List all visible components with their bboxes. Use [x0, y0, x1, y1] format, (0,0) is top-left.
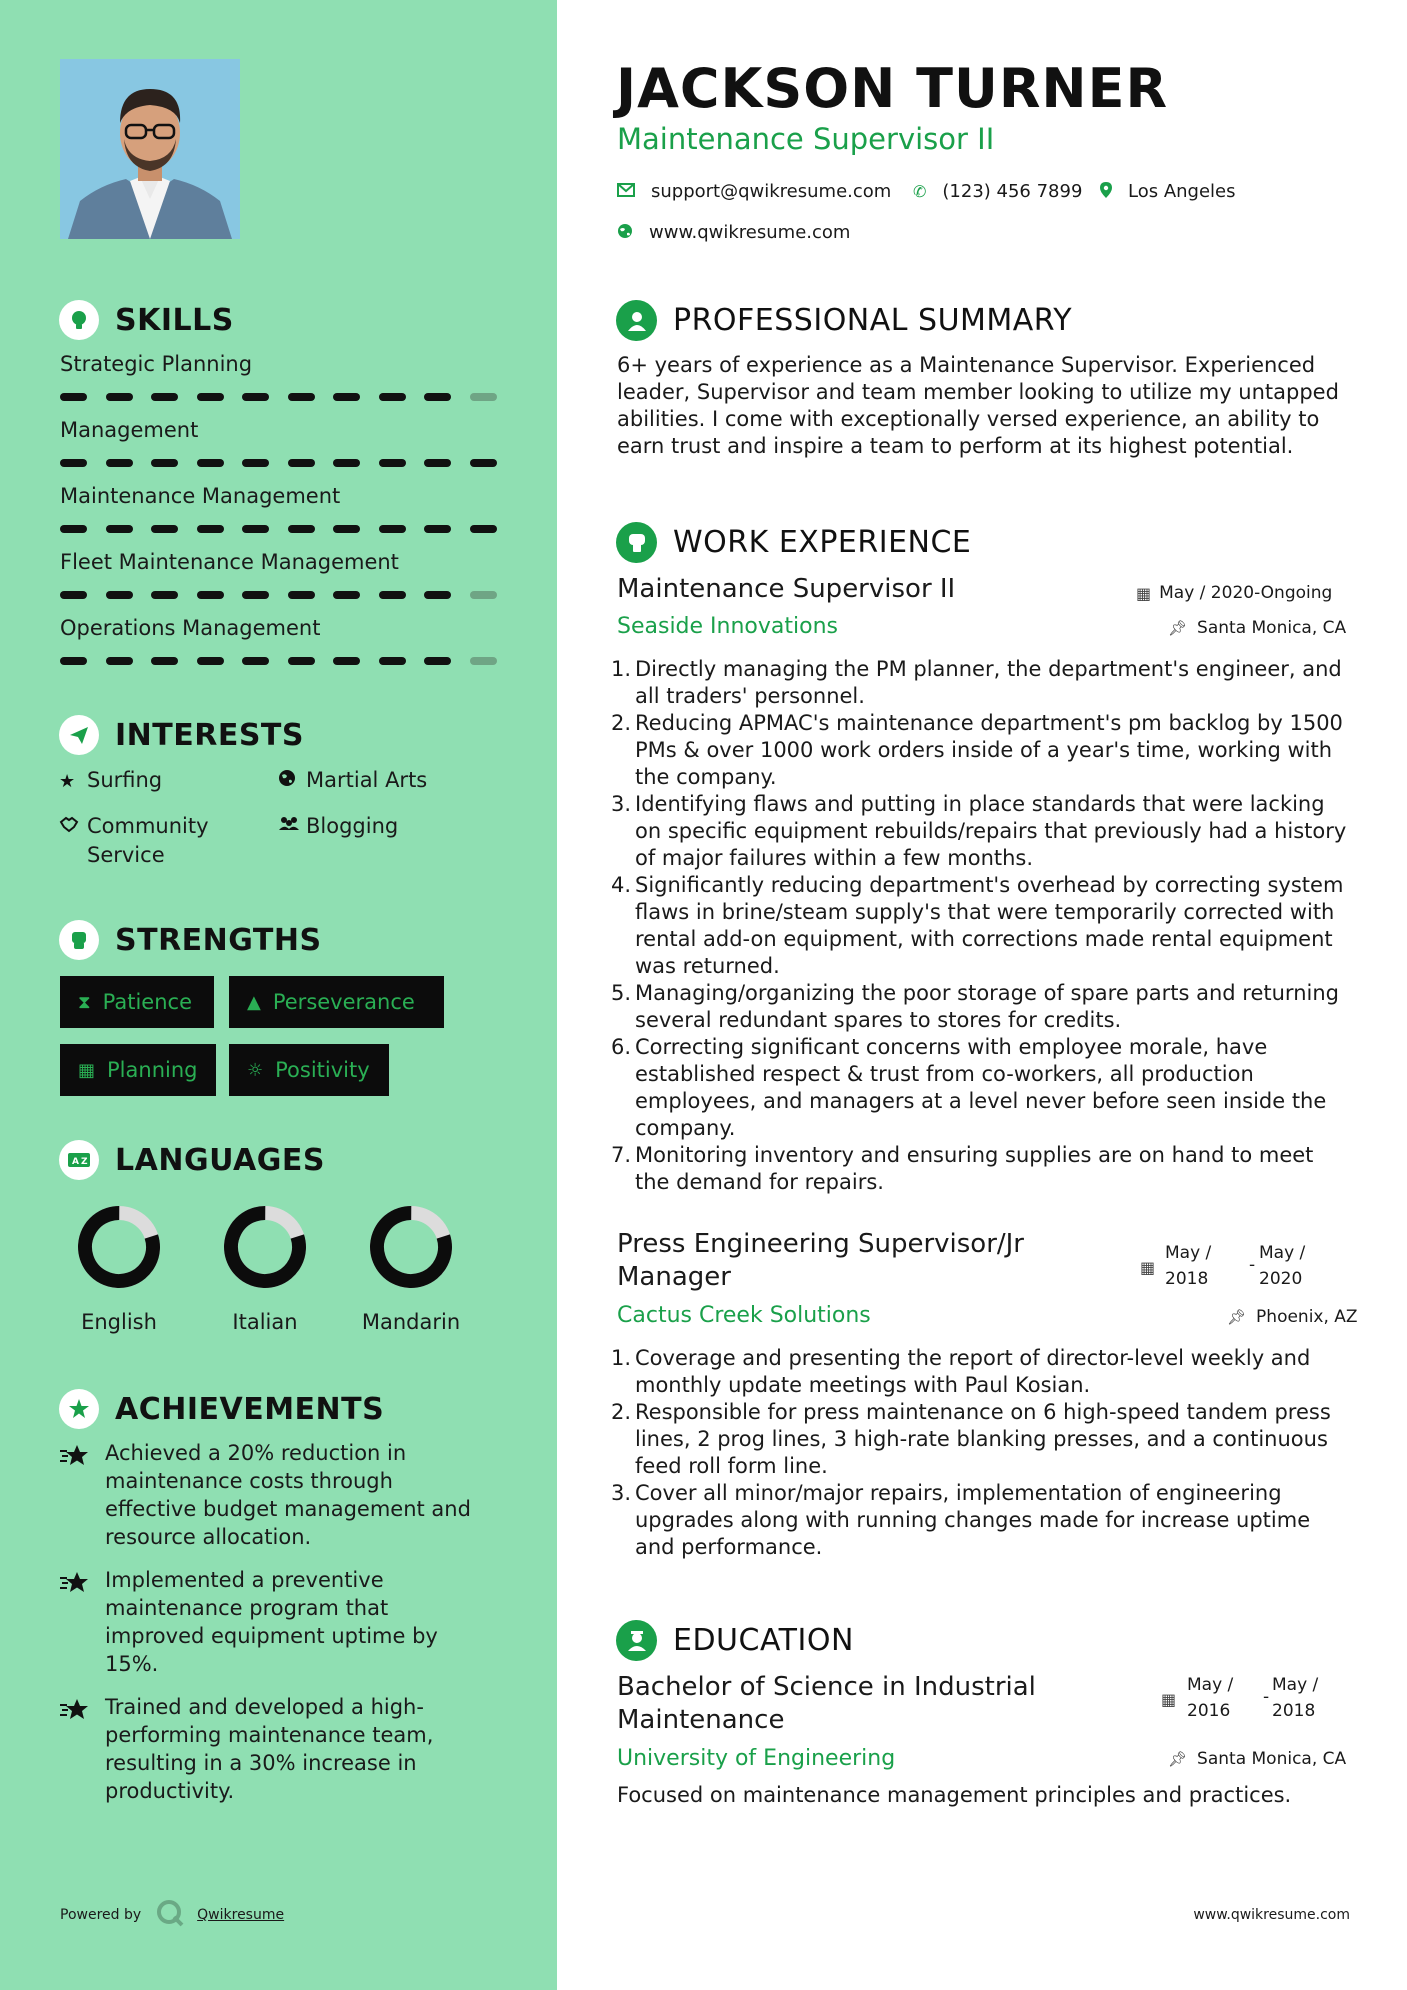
summary-text: 6+ years of experience as a Maintenance Supervisor. Experienced leader, Supervisor and team member looking to utilize my untapped abilities. I come with exceptionally versed experience, an ability to earn trust and inspire a team to perform at its highest potential.: [617, 353, 1339, 458]
interests-heading: [59, 715, 304, 755]
skill-dash: [470, 459, 497, 467]
candidate-name: JACKSON TURNER: [616, 57, 1169, 120]
strengths-heading: [59, 920, 322, 960]
achievements-title: ACHIEVEMENTS: [115, 1391, 385, 1427]
skill-dash: [288, 591, 315, 599]
skill-item: [60, 616, 500, 640]
education-date-end: May / 2018: [1272, 1675, 1319, 1721]
interest-label: Surfing: [87, 768, 163, 792]
summary-title: PROFESSIONAL SUMMARY: [673, 303, 1073, 338]
calendar-icon: ▦: [1161, 1690, 1177, 1709]
skill-dash: [242, 393, 269, 401]
globe-icon: [278, 767, 306, 796]
interest-item: [278, 766, 498, 796]
education-text: Focused on maintenance management principles and practices.: [617, 1783, 1292, 1807]
svg-text:Z: Z: [81, 1157, 88, 1167]
languages-title: LANGUAGES: [115, 1142, 325, 1178]
language-ring-fill: [76, 1204, 162, 1290]
interest-item: [59, 812, 249, 870]
contact-website[interactable]: [617, 222, 850, 243]
skill-dash: [151, 459, 178, 467]
pin-icon: 📌︎: [1168, 619, 1188, 637]
skill-dash: [379, 657, 406, 665]
strength-label: Planning: [107, 1058, 198, 1082]
graduate-icon: [616, 1620, 657, 1661]
svg-text:A: A: [72, 1157, 79, 1167]
language-item: [215, 1204, 315, 1334]
job-date: [1136, 583, 1332, 603]
phone-text: (123) 456 7899: [942, 181, 1083, 202]
strength-tag: [229, 1044, 389, 1096]
skill-dash: [106, 459, 133, 467]
skill-dash: [333, 525, 360, 533]
skills-title: SKILLS: [115, 302, 234, 338]
skill-dash: [379, 393, 406, 401]
job-location: [1168, 618, 1346, 638]
contact-email[interactable]: [617, 181, 891, 202]
skill-dash: [151, 525, 178, 533]
star-icon: [59, 1443, 105, 1473]
language-name: Italian: [232, 1310, 298, 1334]
skill-name: Management: [60, 418, 199, 442]
job-date-start: May / 2018: [1165, 1243, 1212, 1289]
skill-dash: [197, 393, 224, 401]
interests-title: INTERESTS: [115, 717, 304, 753]
skill-name: Strategic Planning: [60, 352, 253, 376]
profile-photo: [60, 59, 240, 239]
footer-website[interactable]: www.qwikresume.com: [1193, 1907, 1350, 1923]
job-duties-list: [611, 656, 1351, 1196]
skill-dash: [424, 459, 451, 467]
job-location-text: Phoenix, AZ: [1256, 1307, 1358, 1327]
skill-item: [60, 484, 500, 508]
skill-dash: [424, 525, 451, 533]
skill-dash: [424, 657, 451, 665]
summary-heading: [616, 300, 1072, 341]
skill-dash: [151, 591, 178, 599]
job-date-text: May / 2020-Ongoing: [1159, 583, 1333, 603]
sun-icon: ☼: [247, 1059, 264, 1081]
strength-label: Patience: [102, 990, 192, 1014]
skill-dash: [60, 459, 87, 467]
contact-phone[interactable]: [913, 181, 1082, 202]
experience-heading: [616, 522, 971, 563]
duty-item: 4. Significantly reducing department's overhead by correcting system flaws in brine/steam supply's that were temporarily corrected with rental add-on equipment, with corrections made rental equipment was returned.: [611, 873, 1344, 978]
job-title: Maintenance Supervisor II: [617, 574, 956, 604]
skill-dash: [288, 525, 315, 533]
fist-icon: [59, 920, 99, 960]
skill-dash: [288, 657, 315, 665]
briefcase-icon: [616, 522, 657, 563]
languages-heading: [59, 1140, 325, 1180]
skill-dash: [197, 657, 224, 665]
language-item: [69, 1204, 169, 1334]
strength-tag: [60, 976, 214, 1028]
language-item: [361, 1204, 461, 1334]
skill-level-bar: [60, 525, 500, 533]
skill-dash: [288, 393, 315, 401]
phone-icon: ✆: [913, 182, 927, 201]
education-date-icon-wrap: [1161, 1690, 1184, 1709]
skill-dash: [197, 525, 224, 533]
qwikresume-link[interactable]: Qwikresume: [197, 1907, 285, 1923]
education-degree: Bachelor of Science in Industrial Maintenance: [617, 1672, 1036, 1735]
skill-dash: [60, 525, 87, 533]
skill-dash: [60, 393, 87, 401]
skill-dash: [333, 459, 360, 467]
skill-dash: [333, 591, 360, 599]
skill-dash: [379, 525, 406, 533]
interest-label: Martial Arts: [306, 768, 428, 792]
education-date-start: May / 2016: [1187, 1675, 1234, 1721]
achievements-heading: [59, 1389, 384, 1429]
strength-tag: [229, 976, 444, 1028]
map-marker-icon: [1100, 182, 1112, 202]
education-heading: [616, 1620, 854, 1661]
skill-level-bar: [60, 657, 500, 665]
skill-dash: [424, 393, 451, 401]
skill-dash: [60, 591, 87, 599]
job-date-sep: -: [1249, 1255, 1256, 1275]
skill-dash: [424, 591, 451, 599]
skill-dash: [470, 525, 497, 533]
job-company: Cactus Creek Solutions: [617, 1303, 871, 1328]
users-icon: [278, 813, 306, 842]
skill-dash: [151, 393, 178, 401]
language-icon: [59, 1140, 99, 1180]
sidebar: [0, 0, 557, 1990]
strength-tag: [60, 1044, 216, 1096]
skill-dash: [197, 459, 224, 467]
paper-plane-icon: [59, 715, 99, 755]
language-name: English: [81, 1310, 157, 1334]
strength-label: Perseverance: [272, 990, 415, 1014]
user-icon: [616, 300, 657, 341]
job-company: Seaside Innovations: [617, 614, 838, 639]
skill-dash: [470, 591, 497, 599]
duty-item: 1. Coverage and presenting the report of director-level weekly and monthly update meetings with Paul Kosian.: [611, 1346, 1311, 1397]
language-name: Mandarin: [361, 1310, 461, 1334]
duty-item: 6. Correcting significant concerns with employee morale, have established respect & trust from co-workers, all production employees, and managers at a level never before seen inside the company.: [611, 1035, 1327, 1140]
star-icon: [59, 1570, 105, 1600]
star-icon: [59, 1697, 105, 1727]
achievement-text: Trained and developed a high-performing maintenance team, resulting in a 30% increase in productivity.: [105, 1695, 434, 1803]
skill-dash: [379, 459, 406, 467]
skill-item: [60, 352, 500, 376]
hourglass-icon: ⧗: [78, 991, 91, 1013]
job-location: [1227, 1307, 1358, 1327]
calendar-icon: ▦: [1140, 1258, 1156, 1277]
skill-dash: [197, 591, 224, 599]
handshake-icon: [59, 813, 87, 842]
duty-item: 2. Reducing APMAC's maintenance department's pm backlog by 1500 PMs & over 1000 work orders inside of a year's time, working with the company.: [611, 711, 1343, 789]
language-donut: [368, 1204, 454, 1290]
skill-dash: [288, 459, 315, 467]
experience-title: WORK EXPERIENCE: [673, 525, 972, 560]
skill-dash: [106, 525, 133, 533]
skill-item: [60, 550, 500, 574]
education-location: [1168, 1749, 1346, 1769]
skill-dash: [333, 657, 360, 665]
achievement-text: Implemented a preventive maintenance program that improved equipment uptime by 15%.: [105, 1568, 438, 1676]
language-donut: [76, 1204, 162, 1290]
skill-dash: [242, 591, 269, 599]
duty-item: 7. Monitoring inventory and ensuring supplies are on hand to meet the demand for repairs.: [611, 1143, 1314, 1194]
duty-item: 5. Managing/organizing the poor storage of spare parts and returning several redundant spares to stores for credits.: [611, 981, 1339, 1032]
powered-by: [60, 1898, 284, 1932]
job-date-end: May / 2020: [1259, 1243, 1306, 1289]
skill-dash: [151, 657, 178, 665]
globe-icon: [617, 223, 633, 243]
achievement-text: Achieved a 20% reduction in maintenance costs through effective budget management and resource allocation.: [105, 1441, 471, 1549]
education-title: EDUCATION: [673, 1623, 854, 1658]
achievement-item: [59, 1693, 479, 1805]
skill-dash: [106, 393, 133, 401]
interest-label: Community Service: [87, 814, 209, 867]
language-ring-fill: [368, 1204, 454, 1290]
qwikresume-logo-icon: [155, 1898, 185, 1932]
achievement-item: [59, 1439, 479, 1551]
envelope-icon: [617, 182, 635, 201]
calendar-icon: ▦: [78, 1059, 96, 1081]
job-title: Press Engineering Supervisor/Jr Manager: [617, 1229, 1024, 1292]
skill-item: [60, 418, 500, 442]
language-donut: [222, 1204, 308, 1290]
skill-name: Maintenance Management: [60, 484, 341, 508]
achievement-item: [59, 1566, 479, 1678]
skill-dash: [470, 393, 497, 401]
skill-dash: [470, 657, 497, 665]
skill-dash: [106, 657, 133, 665]
skill-name: Fleet Maintenance Management: [60, 550, 399, 574]
skill-dash: [379, 591, 406, 599]
interest-label: Blogging: [306, 814, 399, 838]
job-date-icon-wrap: [1140, 1258, 1163, 1277]
hikers-icon: ▲: [247, 991, 261, 1013]
skill-dash: [242, 525, 269, 533]
skill-level-bar: [60, 393, 500, 401]
contact-location: [1100, 181, 1236, 202]
skill-level-bar: [60, 459, 500, 467]
skill-dash: [60, 657, 87, 665]
location-text: Los Angeles: [1128, 181, 1236, 202]
pin-icon: 📌︎: [1168, 1750, 1188, 1768]
interest-item: [59, 766, 249, 796]
skill-dash: [106, 591, 133, 599]
strength-label: Positivity: [275, 1058, 370, 1082]
calendar-icon: ▦: [1136, 583, 1152, 603]
duty-item: 3. Identifying flaws and putting in place standards that were lacking on specific equipment rebuilds/repairs that previously had a history of major failures within a few months.: [611, 792, 1347, 870]
pin-icon: 📌︎: [1227, 1308, 1247, 1326]
powered-label: Powered by: [60, 1907, 142, 1923]
education-location-text: Santa Monica, CA: [1197, 1749, 1347, 1769]
star-icon: ★: [59, 771, 76, 792]
education-date-sep: -: [1263, 1687, 1270, 1707]
duty-item: 1. Directly managing the PM planner, the department's engineer, and all traders' personnel.: [611, 657, 1342, 708]
star-badge-icon: [59, 1389, 99, 1429]
skill-level-bar: [60, 591, 500, 599]
skill-dash: [333, 393, 360, 401]
website-text: www.qwikresume.com: [649, 222, 851, 243]
lightbulb-icon: [59, 300, 99, 340]
skills-heading: [59, 300, 234, 340]
candidate-role: Maintenance Supervisor II: [617, 122, 995, 156]
job-duties-list: [611, 1345, 1351, 1561]
skill-name: Operations Management: [60, 616, 321, 640]
email-text: support@qwikresume.com: [651, 181, 892, 202]
job-location-text: Santa Monica, CA: [1197, 618, 1347, 638]
strengths-title: STRENGTHS: [115, 922, 322, 958]
skill-dash: [242, 459, 269, 467]
language-ring-fill: [222, 1204, 308, 1290]
interest-item: [278, 812, 498, 842]
duty-item: 2. Responsible for press maintenance on 6 high-speed tandem press lines, 2 prog lines, 3 high-rate blanking presses, and a continuous feed roll form line.: [611, 1400, 1331, 1478]
duty-item: 3. Cover all minor/major repairs, implementation of engineering upgrades along with running changes made for increase uptime and performance.: [611, 1481, 1311, 1559]
education-school: University of Engineering: [617, 1746, 896, 1771]
skill-dash: [242, 657, 269, 665]
